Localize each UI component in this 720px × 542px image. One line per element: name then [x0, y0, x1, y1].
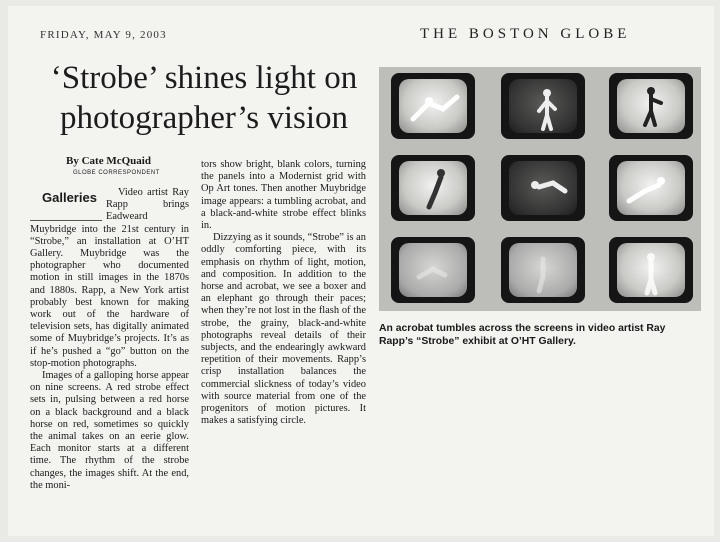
tv-screen: [617, 161, 685, 215]
dateline: FRIDAY, MAY 9, 2003: [40, 29, 167, 41]
acrobat-figure: [617, 243, 685, 297]
paragraph-text: Video artist Ray Rapp brings Eadweard Muybridge into the 21st century in “Strobe,” an installation at O’HT Gallery. Muybridge was the photographer who documented motion in still images in the 1870s and 1880s. Rapp, a New York artist probably best known for making work out of the hardware of television sets, has digitally animated some of Muybridge’s projects. It’s as if he’s pushed a “go” button on the stop-motion photographs.: [30, 187, 189, 369]
byline-role: GLOBE CORRESPONDENT: [73, 170, 160, 176]
headline: ‘Strobe’ shines light on photographer’s vision: [50, 60, 358, 136]
acrobat-figure: [399, 243, 467, 297]
tv-monitor: [391, 73, 475, 139]
acrobat-figure: [509, 79, 577, 133]
tv-monitor: [501, 73, 585, 139]
tv-screen: [509, 243, 577, 297]
acrobat-figure: [509, 161, 577, 215]
masthead: THE BOSTON GLOBE: [420, 26, 631, 42]
byline: By Cate McQuaid: [66, 155, 151, 167]
tv-monitor: [501, 155, 585, 221]
paragraph: Dizzying as it sounds, “Strobe” is an oddly comforting piece, with its emphasis on rhythm of light, motion, and composition. In addition to the horse and acrobat, we see a boxer and an elephant go through their paces; when they’re not lost in the flash of the strobe, the grainy, black-and-white photographs reveal details of their subjects, and the endearingly awkward repetition of their movements. Rapp’s crisp installation balances the commercial slickness of today’s video with source material from one of the progenitors of motion pictures. It makes a satisfying circle.: [201, 232, 366, 427]
paragraph: [30, 187, 189, 370]
tv-screen: [399, 79, 467, 133]
tv-monitor: [609, 155, 693, 221]
acrobat-figure: [509, 243, 577, 297]
acrobat-figure: [399, 79, 467, 133]
acrobat-figure: [617, 161, 685, 215]
photo-tv-grid: [379, 67, 701, 311]
newspaper-clipping: [8, 6, 714, 536]
tv-screen: [509, 161, 577, 215]
section-label: Galleries: [42, 190, 97, 205]
acrobat-figure: [399, 161, 467, 215]
acrobat-figure: [617, 79, 685, 133]
tv-monitor: [609, 73, 693, 139]
paragraph: tors show bright, blank colors, turning the panels into a Modernist grid with Op Art tones. Then another Muybridge image appears: a tumbling acrobat, and a black-and-white strobe effect blinks in.: [201, 159, 366, 232]
tv-monitor: [391, 237, 475, 303]
article-column-1: [30, 187, 189, 492]
tv-screen: [509, 79, 577, 133]
article-column-2: [201, 159, 366, 427]
tv-monitor: [391, 155, 475, 221]
section-label-box: [30, 190, 102, 221]
tv-monitor: [609, 237, 693, 303]
tv-screen: [399, 243, 467, 297]
tv-screen: [617, 243, 685, 297]
paragraph: Images of a galloping horse appear on nine screens. A red strobe effect sets in, pulsing between a red horse on a black background and a black horse on red, sometimes so quickly the animal takes on an eerie glow. Each monitor starts at a different time. The rhythm of the strobe changes, the images shift. At the end, the moni-: [30, 370, 189, 491]
tv-screen: [399, 161, 467, 215]
tv-screen: [617, 79, 685, 133]
photo-caption: An acrobat tumbles across the screens in video artist Ray Rapp’s “Strobe” exhibit at O’HT Gallery.: [379, 323, 666, 347]
tv-monitor: [501, 237, 585, 303]
